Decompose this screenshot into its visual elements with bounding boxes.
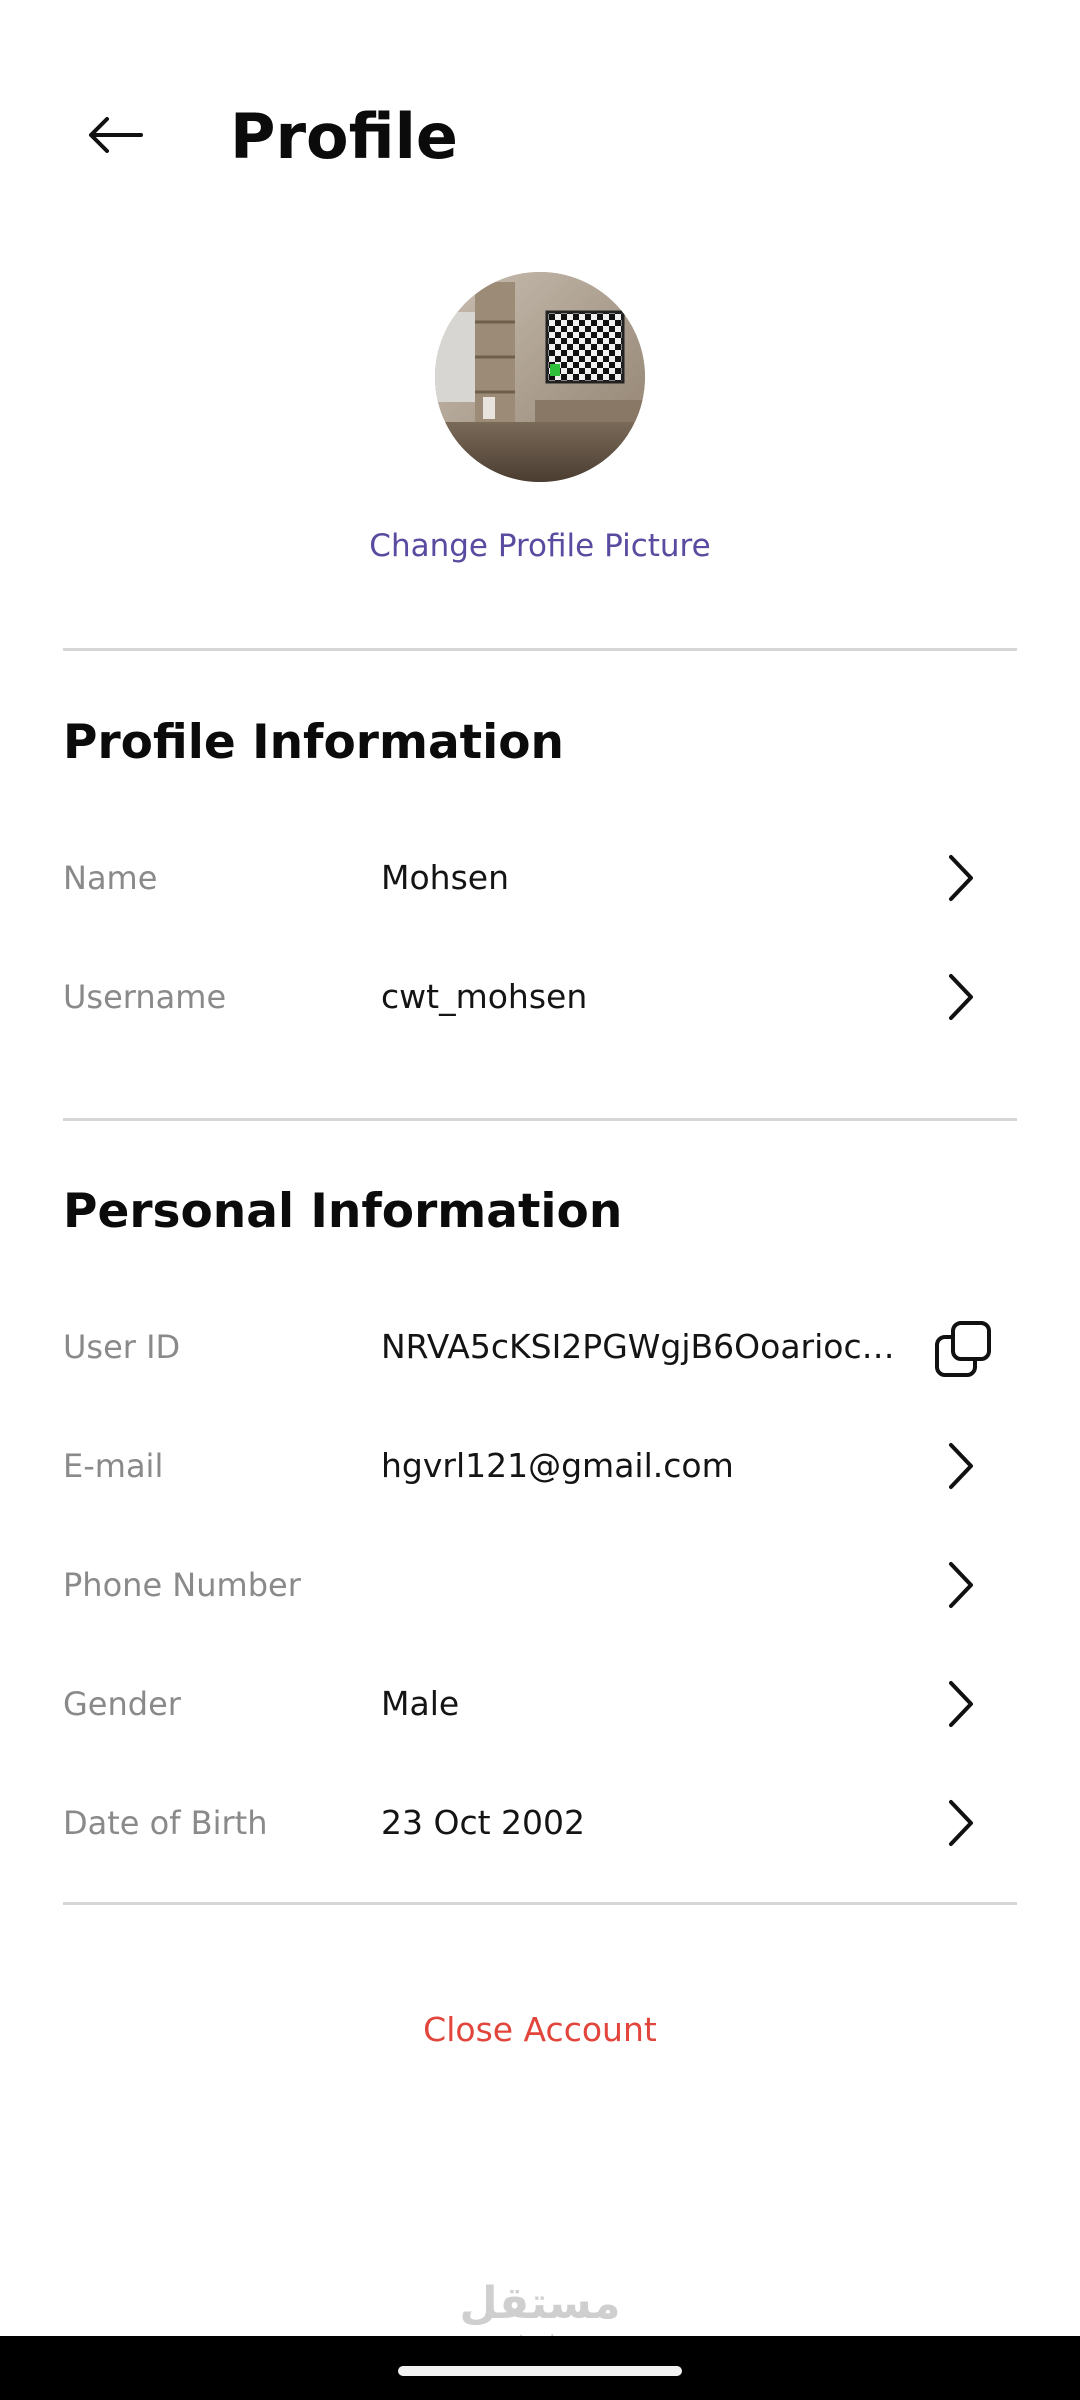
phone-number-row[interactable] <box>63 1535 1017 1635</box>
username-row[interactable] <box>63 947 1017 1047</box>
copy-icon[interactable] <box>931 1317 995 1381</box>
date-of-birth-row[interactable] <box>63 1773 1017 1873</box>
username-label: Username <box>63 978 227 1016</box>
system-navigation-bar <box>0 2336 1080 2400</box>
name-label: Name <box>63 859 158 897</box>
chevron-right-icon <box>933 1796 987 1850</box>
divider <box>63 1902 1017 1905</box>
name-row[interactable] <box>63 828 1017 928</box>
profile-information-title: Profile Information <box>63 715 564 770</box>
avatar[interactable] <box>435 272 645 482</box>
date-of-birth-value: 23 Oct 2002 <box>381 1803 586 1842</box>
username-value: cwt_mohsen <box>381 977 588 1016</box>
phone-number-label: Phone Number <box>63 1566 301 1604</box>
chevron-right-icon <box>933 851 987 905</box>
change-profile-picture-link[interactable]: Change Profile Picture <box>369 528 711 564</box>
chevron-right-icon <box>933 1558 987 1612</box>
back-button[interactable] <box>70 100 160 170</box>
gender-value: Male <box>381 1684 460 1723</box>
gender-row[interactable] <box>63 1654 1017 1754</box>
date-of-birth-label: Date of Birth <box>63 1804 268 1842</box>
chevron-right-icon <box>933 970 987 1024</box>
app-header <box>0 60 1080 210</box>
avatar-room-image <box>435 272 645 482</box>
page-title: Profile <box>230 100 458 173</box>
divider <box>63 648 1017 651</box>
close-account-button[interactable]: Close Account <box>423 2010 657 2049</box>
home-indicator[interactable] <box>398 2366 682 2376</box>
gender-label: Gender <box>63 1685 181 1723</box>
watermark-logo-text: مستقل <box>459 2278 621 2329</box>
user-id-label: User ID <box>63 1328 181 1366</box>
personal-information-title: Personal Information <box>63 1184 623 1239</box>
email-label: E-mail <box>63 1447 164 1485</box>
chevron-right-icon <box>933 1677 987 1731</box>
email-value: hgvrl121@gmail.com <box>381 1446 734 1485</box>
arrow-left-icon <box>87 115 143 155</box>
chevron-right-icon <box>933 1439 987 1493</box>
user-id-row <box>63 1297 1017 1397</box>
email-row[interactable] <box>63 1416 1017 1516</box>
user-id-value: NRVA5cKSI2PGWgjB6Ooarioc… <box>381 1327 895 1366</box>
divider <box>63 1118 1017 1121</box>
name-value: Mohsen <box>381 858 509 897</box>
